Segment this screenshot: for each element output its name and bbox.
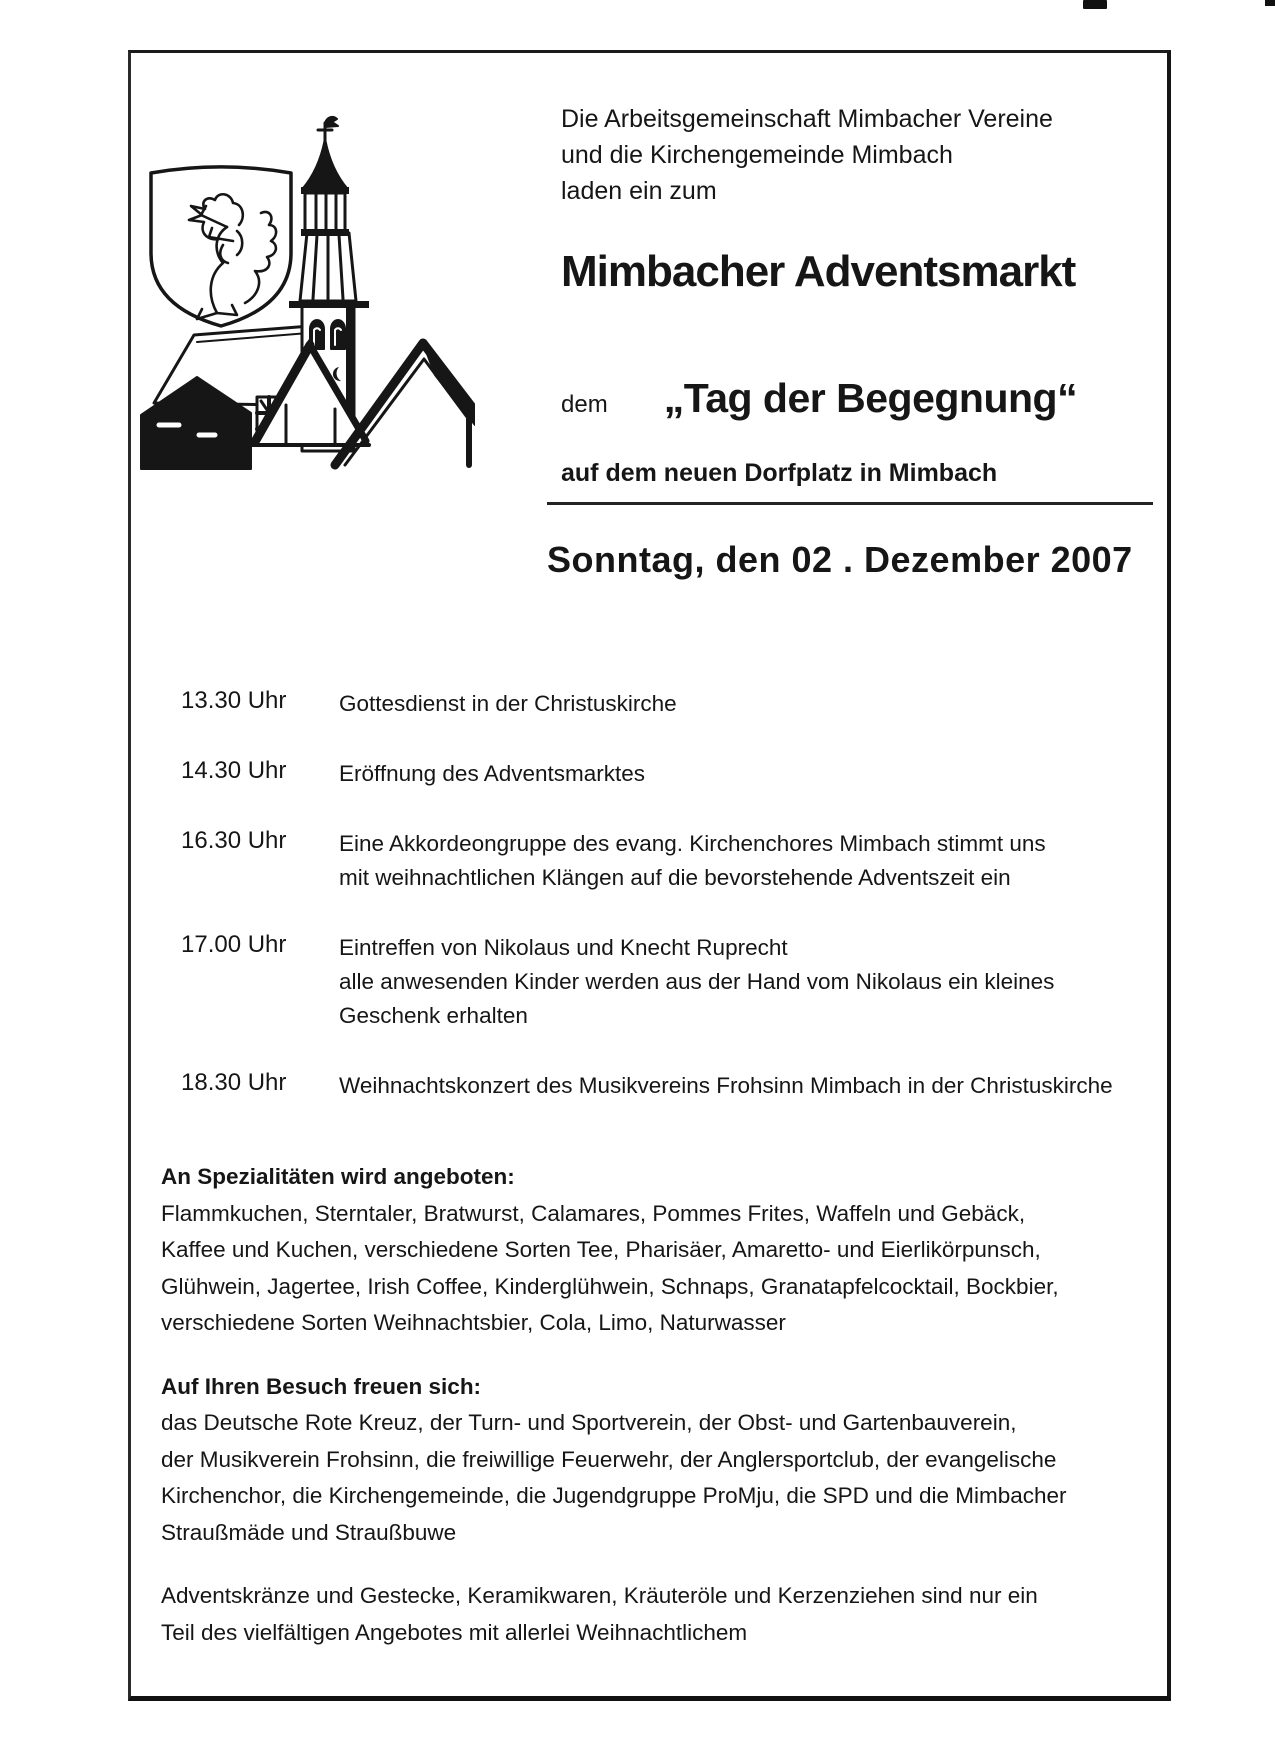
closing-line: Teil des vielfältigen Angebotes mit allerlei Weihnachtlichem bbox=[161, 1619, 748, 1645]
weathercock-icon bbox=[318, 117, 338, 143]
schedule-desc-line: alle anwesenden Kinder werden aus der Hand vom Nikolaus ein kleines bbox=[339, 969, 1055, 994]
schedule-row bbox=[181, 687, 1113, 721]
schedule-desc-line: Gottesdienst in der Christuskirche bbox=[339, 691, 677, 716]
page-title: Mimbacher Adventsmarkt bbox=[561, 247, 1076, 296]
divider-rule bbox=[547, 502, 1153, 505]
schedule-time: 16.30 Uhr bbox=[181, 827, 287, 854]
schedule-desc-line: Weihnachtskonzert des Musikvereins Frohsinn Mimbach in der Christuskirche bbox=[339, 1073, 1113, 1098]
visitors-line: das Deutsche Rote Kreuz, der Turn- und Sportverein, der Obst- und Gartenbauverein, bbox=[161, 1410, 1017, 1435]
specialties-heading: An Spezialitäten wird angeboten: bbox=[161, 1164, 515, 1189]
event-date: Sonntag, den 02 . Dezember 2007 bbox=[547, 539, 1133, 580]
header-line: laden ein zum bbox=[561, 177, 717, 205]
invitation-header bbox=[561, 101, 1053, 209]
schedule-desc-line: mit weihnachtlichen Klängen auf die bevorstehende Adventszeit ein bbox=[339, 865, 1011, 890]
event-schedule bbox=[181, 687, 1113, 1139]
schedule-row bbox=[181, 1069, 1113, 1103]
specialties-line: Kaffee und Kuchen, verschiedene Sorten Tee, Pharisäer, Amaretto- und Eierlikörpunsch, bbox=[161, 1237, 1041, 1262]
specialties-line: Flammkuchen, Sterntaler, Bratwurst, Calamares, Pommes Frites, Waffeln und Gebäck, bbox=[161, 1200, 1026, 1226]
specialties-section bbox=[161, 1159, 1067, 1342]
schedule-row bbox=[181, 757, 1113, 791]
schedule-desc-line: Eine Akkordeongruppe des evang. Kirchenchores Mimbach stimmt uns bbox=[339, 831, 1046, 856]
schedule-desc-line: Eröffnung des Adventsmarktes bbox=[339, 761, 646, 786]
visitors-line: Straußmäde und Straußbuwe bbox=[161, 1519, 457, 1545]
schedule-time: 17.00 Uhr bbox=[181, 931, 287, 958]
schedule-desc bbox=[339, 757, 645, 791]
schedule-desc bbox=[339, 1069, 1113, 1103]
schedule-desc bbox=[339, 931, 1054, 1033]
flyer-page bbox=[128, 50, 1171, 1701]
visitors-line: der Musikverein Frohsinn, die freiwillige Feuerwehr, der Anglersportclub, der evangelische bbox=[161, 1446, 1057, 1472]
header-line: Die Arbeitsgemeinschaft Mimbacher Vereine bbox=[561, 105, 1053, 133]
schedule-time: 14.30 Uhr bbox=[181, 757, 287, 784]
visitors-section bbox=[161, 1369, 1067, 1552]
schedule-row bbox=[181, 931, 1113, 1033]
schedule-desc bbox=[339, 827, 1046, 895]
event-subtitle: „Tag der Begegnung“ bbox=[663, 375, 1078, 421]
visitors-line: Kirchenchor, die Kirchengemeinde, die Jugendgruppe ProMju, die SPD und die Mimbacher bbox=[161, 1483, 1067, 1508]
header-line: und die Kirchengemeinde Mimbach bbox=[561, 141, 953, 169]
specialties-line: Glühwein, Jagertee, Irish Coffee, Kinderglühwein, Schnaps, Granatapfelcocktail, Bockbier, bbox=[161, 1273, 1059, 1299]
schedule-desc-line: Eintreffen von Nikolaus und Knecht Ruprecht bbox=[339, 935, 788, 960]
village-church-illustration bbox=[139, 113, 475, 483]
schedule-time: 18.30 Uhr bbox=[181, 1069, 287, 1096]
schedule-time: 13.30 Uhr bbox=[181, 687, 287, 714]
closing-section bbox=[161, 1578, 1067, 1651]
subtitle-row bbox=[561, 375, 1077, 422]
schedule-desc bbox=[339, 687, 677, 721]
schedule-row bbox=[181, 827, 1113, 895]
subtitle-prefix: dem bbox=[561, 391, 608, 418]
specialties-line: verschiedene Sorten Weihnachtsbier, Cola, Limo, Naturwasser bbox=[161, 1310, 786, 1335]
visitors-heading: Auf Ihren Besuch freuen sich: bbox=[161, 1373, 482, 1399]
schedule-desc-line: Geschenk erhalten bbox=[339, 1003, 528, 1028]
event-location: auf dem neuen Dorfplatz in Mimbach bbox=[561, 459, 998, 487]
closing-line: Adventskränze und Gestecke, Keramikwaren, Kräuteröle und Kerzenziehen sind nur ein bbox=[161, 1583, 1038, 1608]
coat-of-arms-lion-icon bbox=[151, 167, 291, 326]
info-sections bbox=[161, 1159, 1067, 1678]
scan-artifact bbox=[1083, 0, 1107, 9]
church-drawing-icon bbox=[139, 113, 475, 483]
scan-artifact bbox=[1265, 0, 1275, 6]
